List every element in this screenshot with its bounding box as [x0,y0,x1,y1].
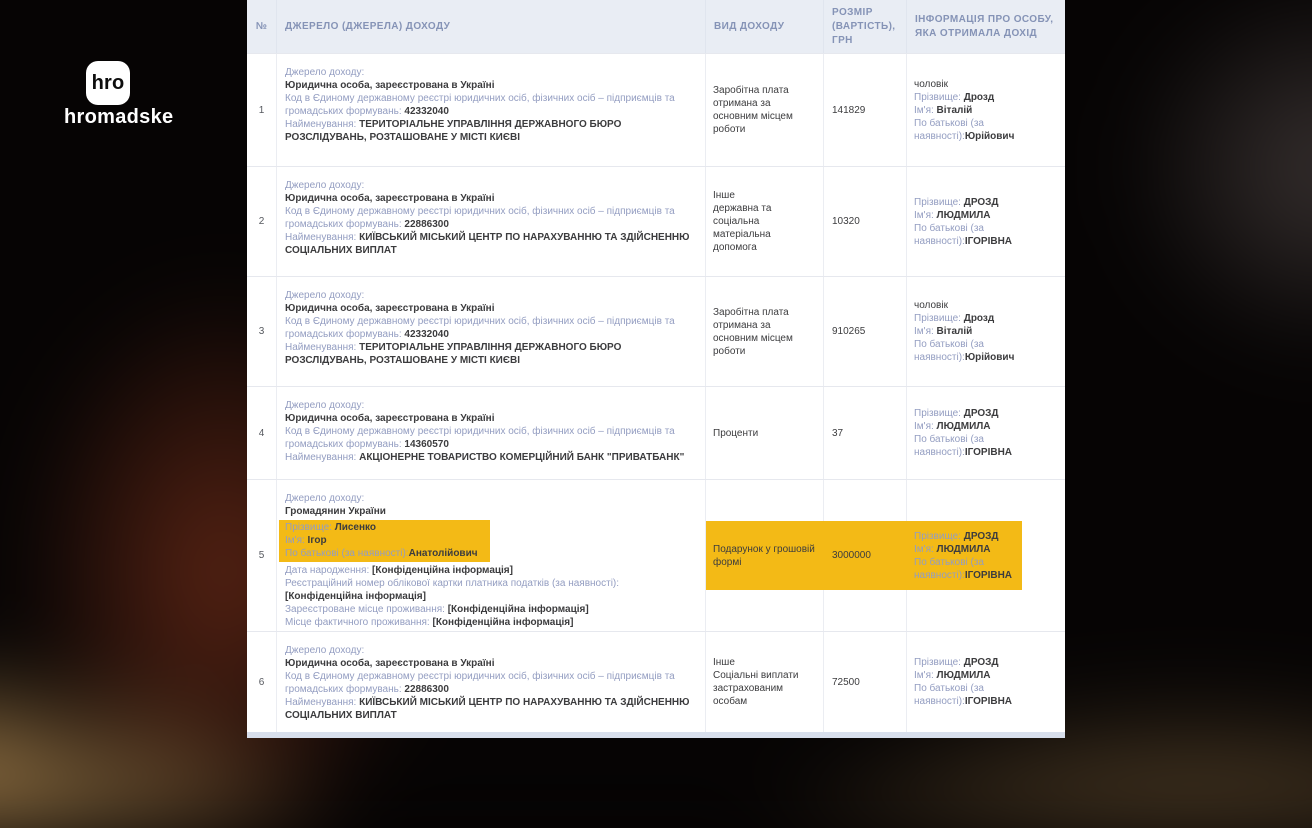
field-label: Найменування: [285,697,357,708]
recipient-cell [906,632,1065,732]
recipient-cell [906,387,1065,479]
amount-value: 72500 [832,676,860,688]
field-label: Джерело доходу: [285,290,365,301]
field-label: По батькові (за наявності): [914,222,984,247]
recipient-name: ЛЮДМИЛА [936,543,991,555]
recipient-name: ЛЮДМИЛА [936,209,991,221]
field-label: Ім'я: [285,535,305,546]
field-label: Найменування: [285,452,357,463]
table-row [247,276,1065,386]
recipient-cell [906,54,1065,166]
field-value: Юридична особа, зареєстрована в Україні [285,80,495,91]
field-label: Ім'я: [914,670,934,681]
recipient-name: ЛЮДМИЛА [936,670,991,681]
amount-cell [823,387,906,479]
row-number: 6 [258,676,265,688]
recipient-patronymic: ІГОРІВНА [964,235,1013,247]
field-label: Прізвище: [914,530,961,542]
donor-name: Ігор [307,535,327,546]
income-type-cell [705,387,823,479]
amount-value: 37 [832,427,844,439]
row-number: 2 [258,216,265,227]
table-bottom-strip [247,732,1065,738]
hromadske-logo-wordmark: hromadske [64,106,174,128]
field-label: Прізвище: [914,657,961,668]
recipient-patronymic: ІГОРІВНА [964,447,1013,458]
organization-name: ТЕРИТОРІАЛЬНЕ УПРАВЛІННЯ ДЕРЖАВНОГО БЮРО РОЗСЛІДУВАНЬ, РОЗТАШОВАНЕ У МІСТІ КИЄВІ [285,342,622,366]
income-type-cell [705,277,823,386]
recipient-surname: ДРОЗД [963,408,999,419]
highlight-box [279,520,490,562]
field-label: Прізвище: [914,408,961,419]
recipient-surname: Дрозд [963,91,995,103]
field-label: Код в Єдиному державному реєстрі юридичних осіб, фізичних осіб – підприємців та громадських формувань: [285,426,675,450]
table-header-row [247,0,1065,53]
amount-cell [823,167,906,276]
field-label: Реєстраційний номер облікової картки платника податків (за наявності): [285,578,620,589]
field-value: Юридична особа, зареєстрована в Україні [285,303,495,314]
field-label: Джерело доходу: [285,400,365,411]
organization-name: ТЕРИТОРІАЛЬНЕ УПРАВЛІННЯ ДЕРЖАВНОГО БЮРО РОЗСЛІДУВАНЬ, РОЗТАШОВАНЕ У МІСТІ КИЄВІ [285,119,622,143]
edrpou-code: 42332040 [404,106,449,117]
income-type: Подарунок у грошовій формі [713,543,815,568]
recipient-surname: ДРОЗД [963,530,999,542]
field-label: По батькові (за наявності): [285,548,409,559]
amount-cell [823,54,906,166]
field-label: Код в Єдиному державному реєстрі юридичних осіб, фізичних осіб – підприємців та громадських формувань: [285,206,675,230]
field-label: Ім'я: [914,326,934,337]
field-label: Код в Єдиному державному реєстрі юридичних осіб, фізичних осіб – підприємців та громадських формувань: [285,93,675,117]
organization-name: АКЦІОНЕРНЕ ТОВАРИСТВО КОМЕРЦІЙНИЙ БАНК "ПРИВАТБАНК" [359,452,685,463]
field-value: [Конфіденційна інформація] [372,565,513,576]
header-num: № [255,20,268,32]
table-row-highlighted [247,479,1065,631]
field-label: Найменування: [285,342,357,353]
edrpou-code: 22886300 [404,684,449,695]
field-label: Найменування: [285,232,357,243]
field-value: Юридична особа, зареєстрована в Україні [285,413,495,424]
header-amount: РОЗМІР (ВАРТІСТЬ), ГРН [823,0,906,53]
table-row [247,631,1065,732]
recipient-gender: чоловік [914,300,948,311]
field-label: По батькові (за наявності): [914,683,984,707]
income-source-cell [276,54,705,166]
income-type: Заробітна плата отримана за основним місцем роботи [713,85,793,135]
recipient-name: Віталій [936,326,973,337]
hromadske-logo-icon [86,61,130,105]
donor-patronymic: Анатолійович [408,548,478,559]
income-source-cell [276,480,705,631]
row-number: 1 [258,104,265,116]
field-value: [Конфіденційна інформація] [432,617,574,628]
field-label: Зареєстроване місце проживання: [285,604,445,615]
field-value: Громадянин України [285,506,386,517]
recipient-gender: чоловік [914,78,948,90]
header-income-source: ДЖЕРЕЛО (ДЖЕРЕЛА) ДОХОДУ [276,0,705,53]
recipient-patronymic: Юрійович [964,352,1015,363]
amount-value: 3000000 [832,550,871,561]
field-value: [Конфіденційна інформація] [285,591,426,602]
recipient-patronymic: ІГОРІВНА [964,696,1013,707]
field-label: Найменування: [285,119,357,130]
field-label: Прізвище: [914,196,961,208]
field-label: Дата народження: [285,565,370,576]
income-source-cell [276,167,705,276]
field-value: Юридична особа, зареєстрована в Україні [285,193,495,204]
row-number: 5 [258,550,265,561]
field-label: По батькові (за наявності): [914,339,984,363]
donor-surname: Лисенко [334,522,377,533]
income-type-detail: Соціальні виплати застрахованим особам [713,670,799,707]
field-label: Ім'я: [914,421,934,432]
organization-name: КИЇВСЬКИЙ МІСЬКИЙ ЦЕНТР ПО НАРАХУВАННЮ ТА ЗДІЙСНЕННЮ СОЦІАЛЬНИХ ВИПЛАТ [285,232,690,256]
income-type: Проценти [713,427,759,439]
table-row [247,53,1065,166]
field-value: [Конфіденційна інформація] [447,604,589,615]
income-source-cell [276,632,705,732]
income-type-cell [705,167,823,276]
field-value: Юридична особа, зареєстрована в Україні [285,658,495,669]
income-type: Заробітна плата отримана за основним місцем роботи [713,306,793,357]
recipient-patronymic: ІГОРІВНА [964,569,1013,581]
header-recipient: ІНФОРМАЦІЯ ПРО ОСОБУ, ЯКА ОТРИМАЛА ДОХІД [906,0,1065,53]
income-type-cell [705,632,823,732]
income-type-cell [705,54,823,166]
field-label: Прізвище: [914,91,961,103]
field-label: Джерело доходу: [285,180,365,191]
edrpou-code: 22886300 [404,219,449,230]
amount-value: 910265 [832,326,866,337]
recipient-name: Віталій [936,104,973,116]
field-label: Прізвище: [285,522,332,533]
recipient-cell [906,167,1065,276]
recipient-surname: ДРОЗД [963,196,999,208]
income-declaration-table [247,0,1065,738]
table-row [247,166,1065,276]
field-label: Код в Єдиному державному реєстрі юридичних осіб, фізичних осіб – підприємців та громадських формувань: [285,671,675,695]
recipient-surname: Дрозд [963,313,995,324]
header-income-type: ВИД ДОХОДУ [705,0,823,53]
field-label: Прізвище: [914,313,961,324]
field-label: Джерело доходу: [285,493,365,504]
amount-cell [823,277,906,386]
edrpou-code: 14360570 [404,439,449,450]
income-source-cell [276,277,705,386]
income-type-detail: державна та соціальна матеріальна допомога [713,203,772,253]
organization-name: КИЇВСЬКИЙ МІСЬКИЙ ЦЕНТР ПО НАРАХУВАННЮ ТА ЗДІЙСНЕННЮ СОЦІАЛЬНИХ ВИПЛАТ [285,697,690,721]
recipient-patronymic: Юрійович [964,130,1015,142]
field-label: Ім'я: [914,543,934,555]
field-label: Джерело доходу: [285,67,365,78]
field-label: По батькові (за наявності): [914,434,984,458]
row-number: 3 [258,326,265,337]
edrpou-code: 42332040 [404,329,449,340]
field-label: Ім'я: [914,209,934,221]
amount-cell [823,632,906,732]
recipient-cell [906,480,1065,631]
field-label: Код в Єдиному державному реєстрі юридичних осіб, фізичних осіб – підприємців та громадських формувань: [285,316,675,340]
field-label: Джерело доходу: [285,645,365,656]
table-row [247,386,1065,479]
income-type: Інше [713,657,735,668]
field-label: Ім'я: [914,104,934,116]
field-label: По батькові (за наявності): [914,556,984,581]
recipient-cell [906,277,1065,386]
row-number: 4 [258,427,265,439]
amount-value: 10320 [832,216,860,227]
amount-value: 141829 [832,104,866,116]
logo-badge-text: hro [91,71,125,94]
recipient-name: ЛЮДМИЛА [936,421,991,432]
field-label: По батькові (за наявності): [914,117,984,142]
income-source-cell [276,387,705,479]
field-label: Місце фактичного проживання: [285,617,430,628]
income-type: Інше [713,190,735,201]
income-type-cell [705,480,823,631]
recipient-surname: ДРОЗД [963,657,999,668]
